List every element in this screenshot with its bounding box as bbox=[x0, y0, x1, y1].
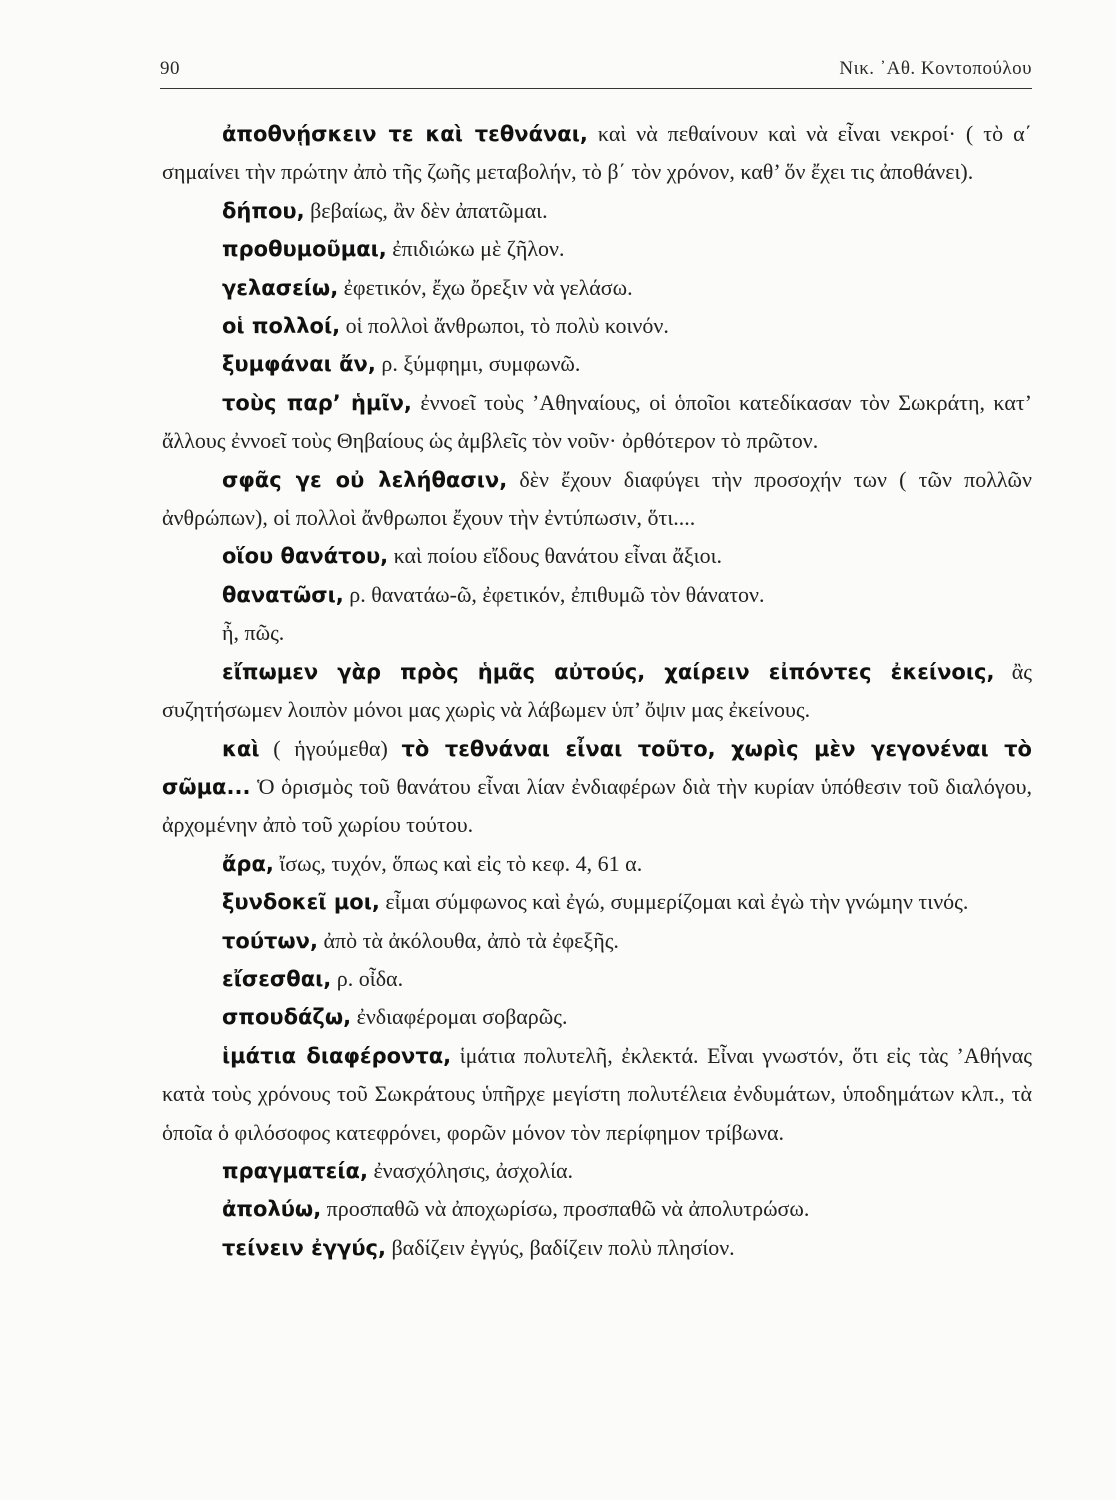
entry bbox=[162, 345, 1032, 383]
entry bbox=[162, 960, 1032, 998]
gloss: προσπαθῶ νὰ ἀποχωρίσω, προσπαθῶ νὰ ἀπολυτρώσω. bbox=[321, 1196, 810, 1222]
header-rule bbox=[160, 88, 1032, 89]
gloss: Ὁ ὁρισμὸς τοῦ θανάτου εἶναι λίαν ἐνδιαφέρων διὰ τὴν κυρίαν ὑπόθεσιν τοῦ διαλόγου, ἀρχομένην ἀπὸ τοῦ χωρίου τούτου. bbox=[162, 773, 1032, 838]
entry bbox=[162, 614, 1032, 652]
gloss: ἴσως, τυχόν, ὅπως καὶ εἰς τὸ κεφ. 4, 61 α. bbox=[273, 850, 643, 876]
lemma: καὶ bbox=[222, 736, 260, 761]
entry bbox=[162, 1152, 1032, 1190]
lemma: ἄρα, bbox=[222, 851, 274, 876]
entry bbox=[162, 1190, 1032, 1228]
gloss: εἶμαι σύμφωνος καὶ ἐγώ, συμμερίζομαι καὶ ἐγὼ τὴν γνώμην τινός. bbox=[379, 889, 969, 915]
lemma: ἀποθνῄσκειν τε καὶ τεθνάναι, bbox=[222, 122, 588, 146]
running-head-author: Νικ. ᾽Αθ. Κοντοπούλου bbox=[839, 58, 1032, 79]
entry bbox=[162, 269, 1032, 307]
gloss: καὶ ποίου εἴδους θανάτου εἶναι ἄξιοι. bbox=[388, 543, 722, 569]
lemma: δήπου, bbox=[222, 198, 305, 223]
gloss: δὲν ἔχουν διαφύγει τὴν προσοχήν των ( τῶν πολλῶν ἀνθρώπων), οἱ πολλοὶ ἄνθρωποι ἔχουν τὴν ἐντύπωσιν, ὅτι.... bbox=[162, 466, 1032, 531]
entry bbox=[162, 653, 1032, 730]
gloss: ἂς συζητήσωμεν λοιπὸν μόνοι μας χωρὶς νὰ λάβωμεν ὑπ’ ὄψιν μας ἐκείνους. bbox=[162, 658, 1032, 723]
gloss: ρ. οἶδα. bbox=[331, 965, 404, 991]
gloss: ἐπιδιώκω μὲ ζῆλον. bbox=[386, 236, 565, 262]
page-number: 90 bbox=[160, 58, 180, 79]
lemma: προθυμοῦμαι, bbox=[222, 237, 387, 262]
lemma: τείνειν ἐγγύς, bbox=[222, 1235, 386, 1260]
lemma: εἴπωμεν γὰρ πρὸς ἡμᾶς αὐτούς, χαίρειν εἰπόντες ἐκείνοις, bbox=[222, 659, 995, 684]
lemma: σφᾶς γε οὐ λελήθασιν, bbox=[222, 467, 508, 492]
lemma: τὸ τεθνάναι εἶναι τοῦτο, χωρὶς μὲν γεγονέναι τὸ σῶμα... bbox=[162, 736, 1032, 799]
entry bbox=[162, 922, 1032, 960]
lemma: γελασείω, bbox=[222, 275, 339, 300]
gloss: ἀπὸ τὰ ἀκόλουθα, ἀπὸ τὰ ἐφεξῆς. bbox=[317, 927, 619, 953]
lemma: πραγματεία, bbox=[222, 1158, 368, 1183]
gloss: ρ. θανατάω-ῶ, ἐφετικόν, ἐπιθυμῶ τὸν θάνατον. bbox=[343, 581, 765, 607]
entry bbox=[162, 576, 1032, 614]
lemma: ξυμφάναι ἄν, bbox=[222, 352, 376, 377]
gloss: ( ἡγούμεθα) bbox=[259, 735, 402, 761]
lemma: τοὺς παρ’ ἡμῖν, bbox=[222, 390, 412, 415]
gloss: καὶ νὰ πεθαίνουν καὶ νὰ εἶναι νεκροί· ( τὸ α΄ σημαίνει τὴν πρώτην ἀπὸ τῆς ζωῆς μεταβολήν, τὸ β΄ τὸν χρόνον, καθ’ ὅν ἔχει τις ἀποθάνει). bbox=[162, 121, 1032, 185]
lemma: οἱ πολλοί, bbox=[222, 314, 341, 339]
entry bbox=[162, 1037, 1032, 1152]
entry bbox=[162, 307, 1032, 345]
entry bbox=[162, 384, 1032, 461]
lemma: εἴσεσθαι, bbox=[222, 966, 332, 991]
lemma: ἱμάτια διαφέροντα, bbox=[222, 1043, 452, 1068]
entry bbox=[162, 537, 1032, 575]
lemma: τούτων, bbox=[222, 928, 318, 953]
entry bbox=[162, 883, 1032, 921]
running-header bbox=[160, 58, 1032, 80]
lemma: σπουδάζω, bbox=[222, 1005, 352, 1030]
gloss: ἐφετικόν, ἔχω ὄρεξιν νὰ γελάσω. bbox=[338, 274, 633, 300]
entry bbox=[162, 192, 1032, 230]
lemma: θανατῶσι, bbox=[222, 582, 344, 607]
gloss: ἦ, πῶς. bbox=[222, 620, 285, 646]
lemma: οἵου θανάτου, bbox=[222, 544, 389, 569]
gloss: ἐννοεῖ τοὺς ’Αθηναίους, οἱ ὁποῖοι κατεδίκασαν τὸν Σωκράτη, κατ’ ἄλλους ἐννοεῖ τοὺς Θηβαίους ὡς ἀμβλεῖς τὸν νοῦν· ὀρθότερον τὸ πρῶτον. bbox=[162, 389, 1033, 454]
entry bbox=[162, 230, 1032, 268]
entry bbox=[162, 998, 1032, 1036]
lemma: ἀπολύω, bbox=[222, 1197, 322, 1222]
gloss: ἱμάτια πολυτελῆ, ἐκλεκτά. Εἶναι γνωστόν, ὅτι εἰς τὰς ’Αθήνας κατὰ τοὺς χρόνους τοῦ Σωκράτους ὑπῆρχε μεγίστη πολυτέλεια ἐνδυμάτων, ὑποδημάτων κλπ., τὰ ὁποῖα ὁ φιλόσοφος κατεφρόνει, φορῶν μόνον τὸν περίφημον τρίβωνα. bbox=[162, 1042, 1032, 1145]
entry bbox=[162, 1229, 1032, 1267]
gloss: βαδίζειν ἐγγύς, βαδίζειν πολὺ πλησίον. bbox=[385, 1234, 735, 1260]
entry bbox=[162, 461, 1032, 538]
entry bbox=[162, 730, 1032, 845]
entry bbox=[162, 115, 1032, 192]
lemma: ξυνδοκεῖ μοι, bbox=[222, 890, 380, 915]
gloss: ἐνδιαφέρομαι σοβαρῶς. bbox=[351, 1004, 568, 1030]
gloss: βεβαίως, ἂν δὲν ἀπατῶμαι. bbox=[304, 197, 548, 223]
glossary-body bbox=[162, 115, 1032, 1267]
entry bbox=[162, 845, 1032, 883]
gloss: ρ. ξύμφημι, συμφωνῶ. bbox=[375, 351, 581, 377]
gloss: οἱ πολλοὶ ἄνθρωποι, τὸ πολὺ κοινόν. bbox=[340, 313, 669, 339]
gloss: ἐνασχόλησις, ἀσχολία. bbox=[367, 1157, 574, 1183]
